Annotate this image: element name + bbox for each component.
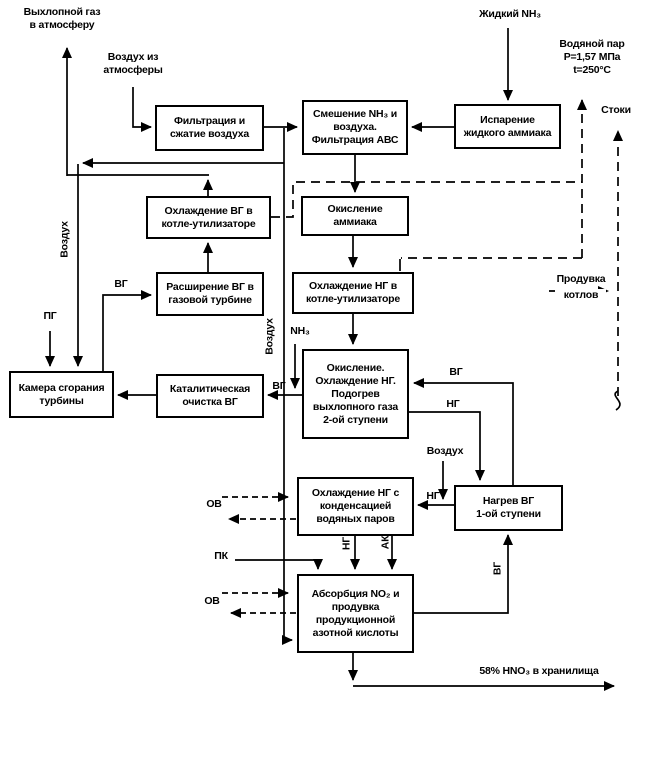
box-ng-cooling-boiler (292, 272, 414, 314)
box-vg-expansion-turbine (156, 272, 264, 316)
box-text: котле-утилизаторе (161, 217, 256, 230)
box-text: продукционной (315, 613, 396, 626)
box-text: Охлаждение ВГ в (164, 204, 253, 217)
box-mixing-filtration (302, 100, 408, 155)
box-text: Каталитическая (169, 383, 251, 395)
box-text: Камера сгорания (18, 381, 105, 394)
box-catalytic-cleanup (156, 374, 264, 418)
label-vg-catalytic: ВГ (272, 380, 286, 392)
box-ammonia-oxidation (301, 196, 409, 236)
box-text: 1-ой ступени (476, 508, 541, 520)
box-text: азотной кислоты (312, 626, 399, 639)
label-stoki: Стоки (601, 104, 631, 116)
label-ov-lower: ОВ (204, 595, 220, 607)
label-nh3-stream: NH₃ (290, 325, 310, 337)
box-text: Фильтрация АВС (311, 134, 399, 146)
line-air-intake (133, 87, 151, 127)
box-text: жидкого аммиака (463, 126, 552, 139)
box-text: воздуха. (333, 121, 377, 133)
label-exhaust-to-atmosphere: Выхлопной газ в атмосферу (23, 6, 101, 31)
label-air-to-heater: Воздух (426, 445, 464, 457)
label-air-left-vertical: Воздух (58, 221, 71, 258)
label-ak-vertical: АК (379, 535, 392, 550)
label-ng-to-heater: НГ (446, 398, 460, 410)
label-liquid-nh3: Жидкий NH₃ (479, 8, 541, 20)
box-text: Расширение ВГ в (166, 281, 254, 293)
label-vg-vertical: ВГ (491, 561, 504, 576)
box-text: Окисление. (326, 361, 385, 374)
box-text: газовой турбине (168, 294, 252, 306)
box-text: Нагрев ВГ (482, 495, 535, 507)
box-text: водяных паров (316, 513, 395, 525)
label-pk-stream: ПК (214, 550, 228, 562)
box-no2-absorption (297, 574, 414, 653)
label-pg-stream: ПГ (43, 310, 57, 322)
box-text: продувка (331, 600, 380, 613)
box-ammonia-evaporation (454, 104, 561, 149)
label-vg-to-oxidation: ВГ (449, 366, 463, 378)
box-text: Подогрев (331, 387, 380, 400)
box-text: 2-ой ступени (323, 413, 388, 426)
box-text: Охлаждение НГ. (315, 374, 396, 387)
box-air-filtration (155, 105, 264, 151)
box-text: аммиака (333, 216, 377, 228)
box-text: сжатие воздуха (169, 128, 250, 140)
box-text: Окисление (327, 203, 383, 215)
box-text: конденсацией (319, 500, 392, 512)
label-steam-params: Водяной пар P=1,57 МПа t=250°C (559, 38, 625, 76)
box-text: Абсорбция NO₂ и (311, 587, 400, 600)
label-air-center-vertical: Воздух (263, 318, 276, 355)
box-text: Фильтрация и (173, 115, 246, 127)
label-produvka-line1: Продувка (556, 273, 606, 285)
line-combustion-to-expansion (103, 295, 151, 371)
line-pk-input (235, 560, 318, 569)
box-combustion-chamber (9, 371, 114, 418)
box-text: очистка ВГ (182, 396, 238, 408)
label-ng-vertical: НГ (340, 536, 353, 551)
box-text: котле-утилизаторе (305, 293, 401, 305)
label-air-from-atmosphere: Воздух из атмосферы (103, 51, 163, 76)
label-product-hno3: 58% HNO₃ в хранилища (479, 665, 599, 677)
box-text: Охлаждение НГ с (311, 487, 400, 499)
box-text: Охлаждение НГ в (309, 280, 397, 292)
box-text: выхлопного газа (312, 400, 399, 413)
box-vg-cooling-boiler (146, 196, 271, 239)
box-text: Смешение NH₃ и (313, 108, 397, 120)
box-text: турбины (39, 394, 84, 407)
label-ng-to-condenser: НГ (426, 490, 440, 502)
label-produvka-line2: котлов (556, 289, 606, 302)
box-oxidation-cooling-reheating (302, 349, 409, 439)
box-vg-heating-stage1 (454, 485, 563, 531)
label-vg-to-turbine: ВГ (114, 278, 128, 290)
box-ng-condensation-cooling (297, 477, 414, 536)
box-text: Испарение (480, 113, 535, 126)
label-ov-upper: ОВ (206, 498, 222, 510)
